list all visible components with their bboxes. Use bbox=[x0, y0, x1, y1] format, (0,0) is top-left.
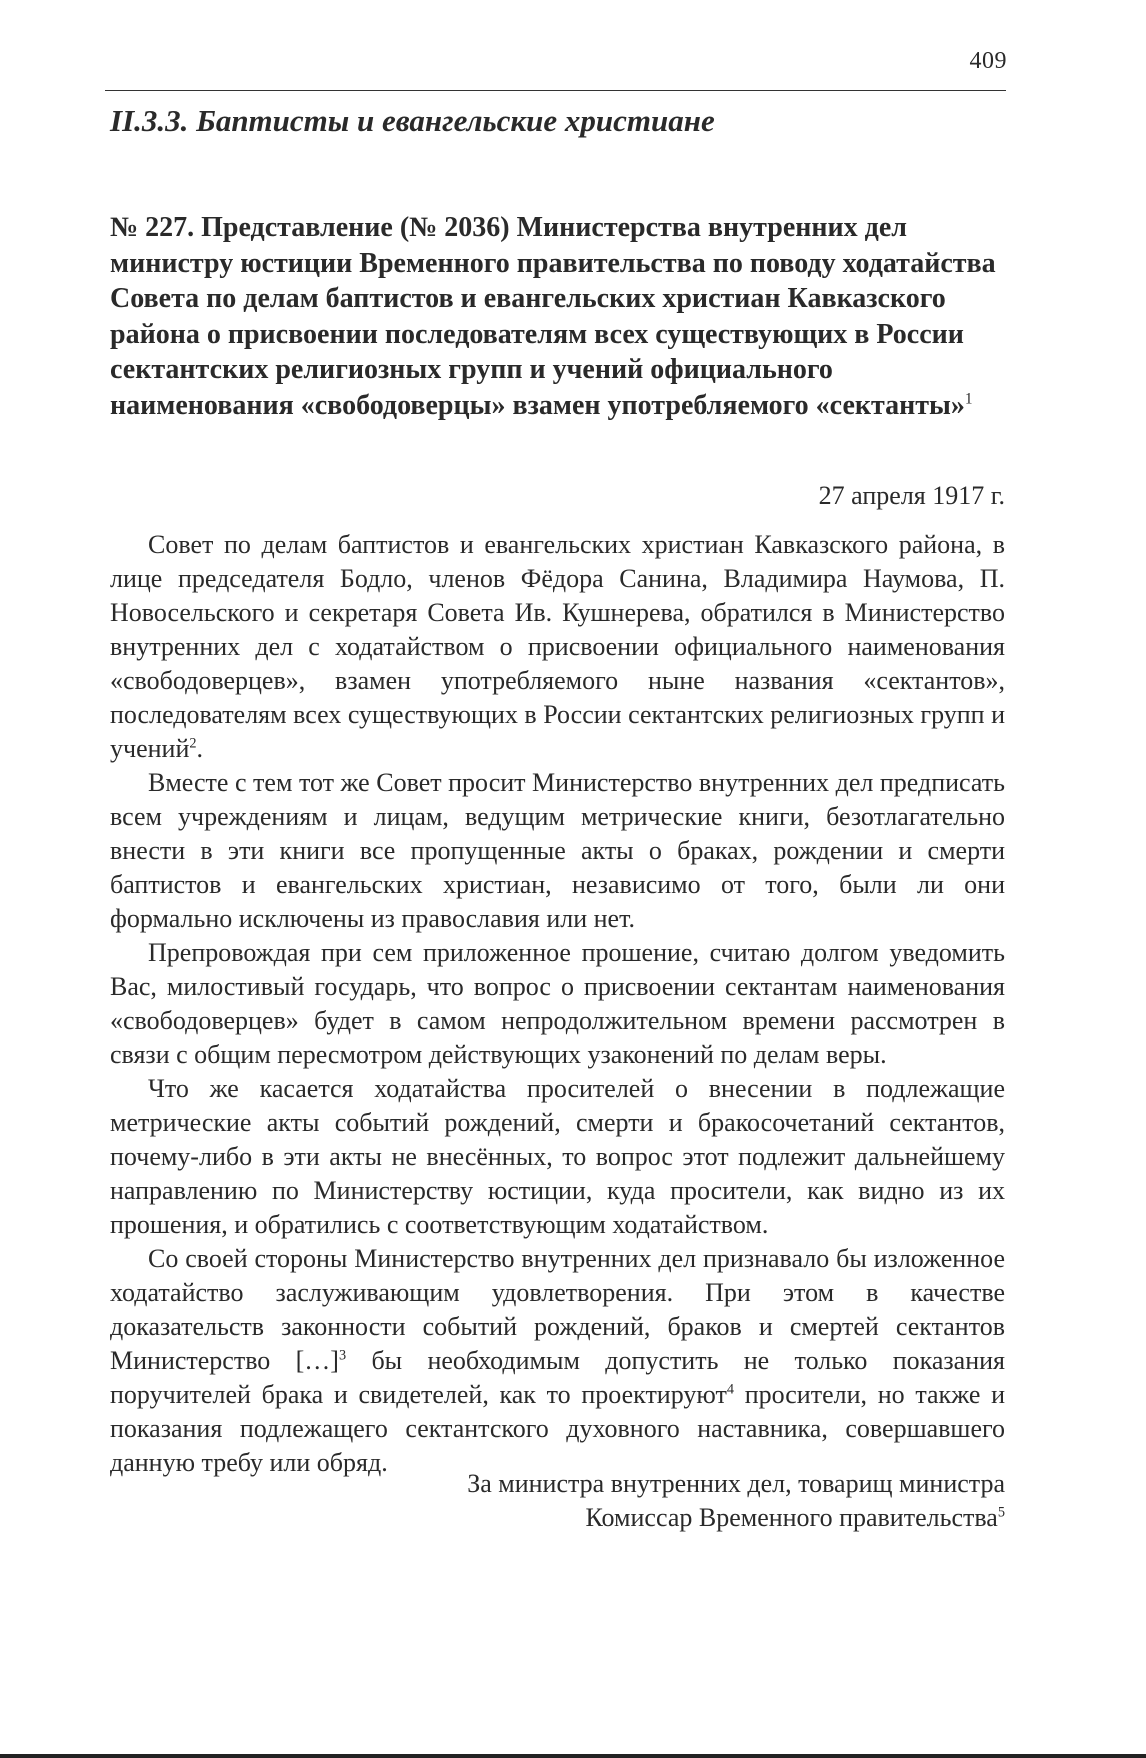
paragraph-text: просители, но также и показания подлежащего сектантского духовного наставника, совершавшего данную требу или обряд. bbox=[110, 1380, 1005, 1477]
paragraph-2 bbox=[110, 766, 1005, 936]
signature-line-2 bbox=[467, 1501, 1005, 1535]
paragraph-text: Вместе с тем тот же Совет просит Министерство внутренних дел предписать всем учреждениям и лицам, ведущим метрические книги, безотлагательно внести в эти книги все пропущенные акты о браках, рождении и смерти баптистов и евангельских христиан, независимо от того, были ли они формально исключены из православия или нет. bbox=[110, 768, 1005, 933]
paragraph-4 bbox=[110, 1072, 1005, 1242]
paragraph-5 bbox=[110, 1242, 1005, 1480]
signature-title: Комиссар Временного правительства bbox=[585, 1503, 998, 1532]
paragraph-text: . bbox=[196, 734, 204, 763]
document-heading bbox=[110, 210, 1005, 423]
page-number: 409 bbox=[969, 48, 1007, 74]
paragraph-text: Что же касается ходатайства просителей о внесении в подлежащие метрические акты событий рождений, смерти и бракосочетаний сектантов, почему-либо в эти акты не внесённых, то вопрос этот подлежит дальнейшему направлению по Министерству юстиции, куда просители, как видно из их прошения, и обратились с соответствующим ходатайством. bbox=[110, 1074, 1005, 1239]
document-date: 27 апреля 1917 г. bbox=[818, 481, 1005, 510]
paragraph-3 bbox=[110, 936, 1005, 1072]
header-rule bbox=[105, 90, 1006, 91]
page-bottom-edge bbox=[0, 1754, 1146, 1758]
section-title: II.3.3. Баптисты и евангельские христиане bbox=[110, 103, 715, 138]
paragraph-text: Препровождая при сем приложенное прошение, считаю долгом уведомить Вас, милостивый государь, что вопрос о присвоении сектантам наименования «свободоверцев» будет в самом непродолжительном времени рассмотрен в связи с общим пересмотром действующих узаконений по делам веры. bbox=[110, 938, 1005, 1069]
footnote-ref[interactable]: 3 bbox=[338, 1347, 347, 1364]
signature-block bbox=[467, 1467, 1005, 1535]
document-heading-text: № 227. Представление (№ 2036) Министерства внутренних дел министру юстиции Временного правительства по поводу ходатайства Совета по делам баптистов и евангельских христиан Кавказского района о присвоении последователям всех существующих в России сектантских религиозных групп и учений официального наименования «свободоверцы» взамен употребляемого «сектанты» bbox=[110, 212, 996, 421]
footnote-ref[interactable]: 5 bbox=[997, 1504, 1005, 1521]
paragraph-1 bbox=[110, 528, 1005, 766]
paragraph-text: Совет по делам баптистов и евангельских христиан Кавказского района, в лице председателя Бодло, членов Фёдора Санина, Владимира Наумова, П. Новосельского и секретаря Совета Ив. Кушнерева, обратился в Министерство внутренних дел с ходатайством о присвоении официального наименования «свободоверцев», взамен употребляемого ныне названия «сектантов», последователям всех существующих в России сектантских религиозных групп и учений bbox=[110, 530, 1005, 763]
document-body bbox=[110, 528, 1005, 1480]
footnote-ref[interactable]: 2 bbox=[189, 735, 197, 752]
paragraph-text: бы необходимым допустить не только показания поручителей брака и свидетелей, как то проектируют bbox=[110, 1346, 1005, 1409]
paragraph-text: Со своей стороны Министерство внутренних дел признавало бы изложенное ходатайство заслуживающим удовлетворения. При этом в качестве доказательств законности событий рождений, браков и смертей сектантов Министерство […] bbox=[110, 1244, 1005, 1375]
footnote-ref[interactable]: 1 bbox=[964, 390, 973, 408]
signature-line-1: За министра внутренних дел, товарищ министра bbox=[467, 1469, 1005, 1498]
footnote-ref[interactable]: 4 bbox=[726, 1381, 734, 1398]
